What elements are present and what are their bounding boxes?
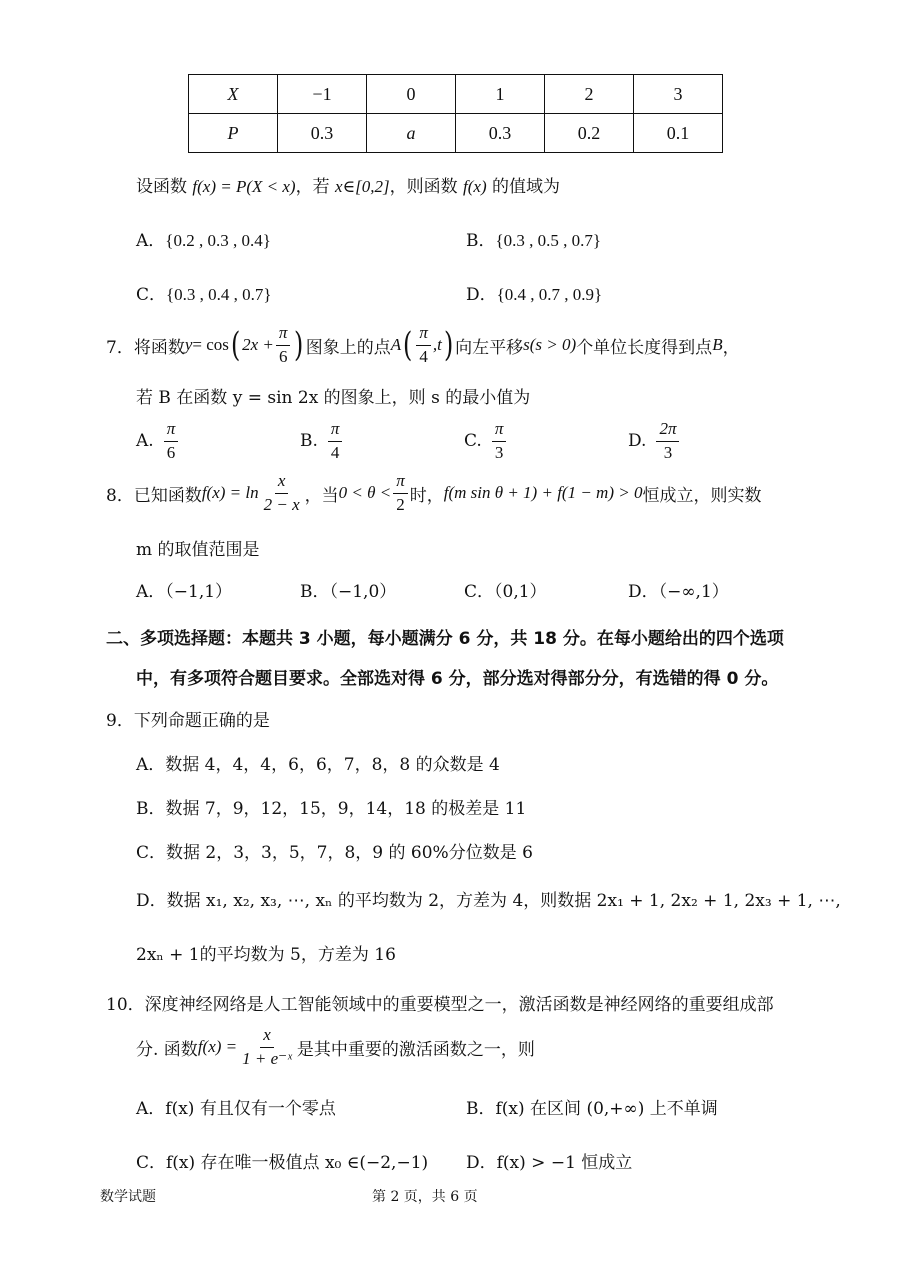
table-cell: 0.2 bbox=[545, 114, 634, 153]
pi-over-2-fraction bbox=[393, 472, 408, 514]
option-label: B. bbox=[300, 431, 318, 452]
q10-option-c: C．f(x) 存在唯一极值点 x₀ ∈(−2,−1) bbox=[136, 1153, 429, 1173]
q6-option-c bbox=[136, 280, 272, 305]
q8-inequality: f(m sin θ + 1) + f(1 − m) > 0 bbox=[443, 483, 643, 503]
table-cell: 0.1 bbox=[634, 114, 723, 153]
pi-over-6-fraction bbox=[276, 324, 291, 366]
q8-stem bbox=[106, 472, 761, 514]
distribution-table bbox=[188, 74, 723, 153]
option-fraction bbox=[328, 420, 343, 462]
q7-y: y bbox=[184, 335, 193, 355]
q8-option-a: A．（−1,1） bbox=[136, 582, 233, 602]
q6-text: 的值域为 bbox=[486, 177, 561, 197]
table-cell: X bbox=[189, 75, 278, 114]
option-fraction bbox=[492, 420, 507, 462]
q10-stem-cont bbox=[136, 1026, 535, 1068]
q9-option-b: B．数据 7，9，12，15，9，14，18 的极差是 11 bbox=[136, 799, 527, 819]
option-label: A. bbox=[136, 431, 154, 452]
table-cell: 2 bbox=[545, 75, 634, 114]
q6-text: ，则函数 bbox=[389, 177, 464, 197]
option-value: {0.2 , 0.3 , 0.4} bbox=[165, 231, 271, 250]
fraction-denominator: 1 + e⁻ˣ bbox=[242, 1048, 292, 1068]
q7-option-b bbox=[300, 420, 344, 462]
q7-text: ， bbox=[722, 337, 740, 358]
fraction-numerator: π bbox=[276, 324, 291, 346]
q8-function: f(x) = ln bbox=[201, 483, 259, 503]
q8-text: 时， bbox=[409, 485, 444, 506]
q6-option-a bbox=[136, 226, 271, 251]
q7-stem bbox=[106, 324, 740, 366]
q8-condition: 0 < θ < bbox=[338, 483, 392, 503]
table-cell: 0.3 bbox=[278, 114, 367, 153]
q10-function: f(x) = bbox=[197, 1037, 238, 1057]
q8-option-b: B．（−1,0） bbox=[300, 582, 397, 602]
q6-stem bbox=[136, 172, 560, 197]
question-number: 8． bbox=[106, 485, 134, 506]
q6-text: 设函数 bbox=[136, 177, 193, 197]
option-label: C. bbox=[464, 431, 482, 452]
option-fraction bbox=[656, 420, 679, 462]
table-cell: 1 bbox=[456, 75, 545, 114]
fraction-numerator: π bbox=[416, 324, 431, 346]
q6-option-b bbox=[466, 226, 601, 251]
footer-page-number: 第 2 页，共 6 页 bbox=[372, 1189, 478, 1205]
q10-fraction bbox=[239, 1026, 295, 1068]
q9-option-a: A．数据 4，4，4，6，6，7，8，8 的众数是 4 bbox=[136, 755, 500, 775]
q10-option-a: A．f(x) 有且仅有一个零点 bbox=[136, 1099, 336, 1119]
q7-cos: = cos bbox=[192, 335, 229, 355]
fraction-numerator: π bbox=[492, 420, 507, 442]
fraction-numerator: π bbox=[393, 472, 408, 494]
q8-text: 恒成立，则实数 bbox=[642, 485, 762, 506]
q7-text: 个单位长度得到点 bbox=[576, 337, 713, 358]
footer-subject: 数学试题 bbox=[100, 1189, 156, 1205]
q9-option-d-cont: 2xₙ + 1的平均数为 5，方差为 16 bbox=[136, 945, 396, 965]
q10-stem: 10．深度神经网络是人工智能领域中的重要模型之一，激活函数是神经网络的重要组成部 bbox=[106, 995, 774, 1015]
table-cell: 0.3 bbox=[456, 114, 545, 153]
fraction-numerator: π bbox=[328, 420, 343, 442]
table-row-p bbox=[189, 114, 723, 153]
fraction-denominator: 6 bbox=[278, 346, 288, 366]
q10-text: 分. 函数 bbox=[136, 1039, 198, 1060]
q8-line2: m 的取值范围是 bbox=[136, 540, 260, 560]
paren-open: ( bbox=[230, 325, 241, 366]
q8-text: 已知函数 bbox=[133, 485, 202, 506]
table-cell: a bbox=[367, 114, 456, 153]
option-label: C． bbox=[136, 285, 167, 305]
option-fraction bbox=[164, 420, 179, 462]
table-cell: P bbox=[189, 114, 278, 153]
q8-option-c: C．（0,1） bbox=[464, 582, 547, 602]
q7-text: 图象上的点 bbox=[305, 337, 391, 358]
fraction-numerator: 2π bbox=[656, 420, 679, 442]
fraction-denominator: 3 bbox=[663, 442, 673, 462]
option-value: {0.3 , 0.5 , 0.7} bbox=[495, 231, 602, 250]
table-cell: −1 bbox=[278, 75, 367, 114]
table-cell: 3 bbox=[634, 75, 723, 114]
q8-text: ，当 bbox=[304, 485, 339, 506]
q7-arg: 2x + bbox=[242, 335, 274, 355]
fraction-denominator: 4 bbox=[419, 346, 428, 366]
q8-option-d: D．（−∞,1） bbox=[628, 582, 729, 602]
q10-text: 是其中重要的激活函数之一，则 bbox=[296, 1039, 535, 1060]
fraction-denominator: 3 bbox=[494, 442, 504, 462]
option-label: D． bbox=[466, 285, 497, 305]
q7-text: 向左平移 bbox=[455, 337, 524, 358]
q6-option-d bbox=[466, 280, 602, 305]
option-label: B． bbox=[466, 231, 496, 251]
option-label: D. bbox=[628, 431, 647, 452]
q9-stem: 9．下列命题正确的是 bbox=[106, 711, 270, 731]
q6-f: f(x) bbox=[463, 177, 487, 196]
pi-over-4-fraction bbox=[416, 324, 431, 366]
q7-s: s(s > 0) bbox=[523, 335, 577, 355]
paren-open: ( bbox=[403, 325, 413, 366]
q7-option-d bbox=[628, 420, 681, 462]
q6-function: f(x) = P(X < x) bbox=[192, 177, 296, 196]
q7-line2: 若 B 在函数 y = sin 2x 的图象上，则 s 的最小值为 bbox=[136, 388, 531, 408]
table-row-x bbox=[189, 75, 723, 114]
q7-t: ,t bbox=[432, 335, 442, 355]
q7-point-b: B bbox=[712, 335, 723, 355]
fraction-numerator: x bbox=[260, 1026, 274, 1048]
q7-option-c bbox=[464, 420, 508, 462]
fraction-denominator: 4 bbox=[330, 442, 340, 462]
option-value: {0.3 , 0.4 , 0.7} bbox=[166, 285, 272, 304]
section-heading: 二、多项选择题：本题共 3 小题，每小题满分 6 分，共 18 分。在每小题给出的四个选项 bbox=[106, 629, 784, 649]
q6-text: ，若 bbox=[295, 177, 335, 197]
section-heading-cont: 中，有多项符合题目要求。全部选对得 6 分，部分选对得部分分，有选错的得 0 分。 bbox=[136, 669, 779, 689]
paren-close: ) bbox=[294, 325, 304, 366]
q7-point-a: A bbox=[390, 335, 402, 355]
q8-fraction bbox=[261, 472, 303, 514]
fraction-denominator: 6 bbox=[166, 442, 176, 462]
q10-option-d: D．f(x) > −1 恒成立 bbox=[466, 1153, 633, 1173]
q9-option-c: C．数据 2，3，3，5，7，8，9 的 60%分位数是 6 bbox=[136, 843, 533, 863]
fraction-numerator: π bbox=[164, 420, 179, 442]
fraction-numerator: x bbox=[275, 472, 289, 494]
fraction-denominator: 2 bbox=[396, 494, 405, 514]
fraction-denominator: 2 − x bbox=[263, 494, 300, 514]
q9-option-d: D．数据 x₁, x₂, x₃, ⋯, xₙ 的平均数为 2，方差为 4，则数据 2x₁ + 1, 2x₂ + 1, 2x₃ + 1, ⋯, bbox=[136, 891, 841, 911]
paren-close: ) bbox=[443, 325, 454, 366]
question-number: 7． bbox=[106, 337, 134, 358]
q10-option-b: B．f(x) 在区间 (0,+∞) 上不单调 bbox=[466, 1099, 718, 1119]
q7-option-a bbox=[136, 420, 180, 462]
table-cell: 0 bbox=[367, 75, 456, 114]
q7-text: 将函数 bbox=[133, 337, 185, 358]
option-label: A． bbox=[136, 231, 166, 251]
q6-domain: x∈[0,2] bbox=[334, 177, 390, 196]
option-value: {0.4 , 0.7 , 0.9} bbox=[496, 285, 603, 304]
